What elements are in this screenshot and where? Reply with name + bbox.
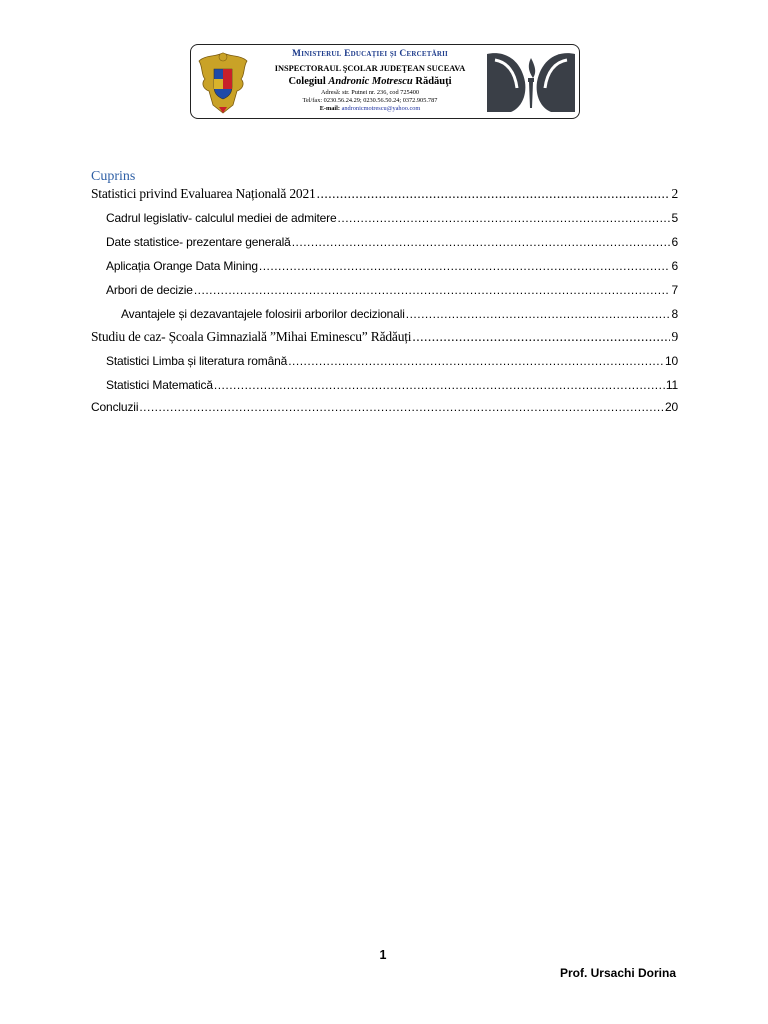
toc-entry[interactable] [106,378,678,396]
email-address: andronicmotrescu@yahoo.com [341,104,421,112]
college-person-name: Andronic Motrescu [328,76,413,88]
ministry-name: Ministerul Educației și Cercetării [292,49,448,59]
toc-title: Cuprins [91,169,136,184]
toc-page-number: 10 [664,354,678,368]
toc-entry[interactable] [91,329,678,347]
toc-entry-text: Concluzii [91,400,139,414]
college-prefix: Colegiul [288,76,326,88]
college-email [255,105,485,112]
college-torch-logo-icon [485,48,577,114]
toc-entry-text: Aplicația Orange Data Mining [106,259,258,273]
toc-leader-dots [412,329,670,345]
toc-page-number: 20 [664,400,678,414]
page-number: 1 [379,948,387,962]
toc-page-number: 5 [671,211,678,225]
toc-entry[interactable] [106,259,678,277]
toc-entry[interactable] [106,211,678,229]
toc-page-number: 2 [671,186,678,201]
letterhead [190,44,580,119]
toc-leader-dots [259,259,671,273]
toc-leader-dots [214,378,665,392]
toc-entry-text: Statistici Matematică [106,378,213,392]
toc-entry-text: Avantajele și dezavantajele folosirii arborilor decizionali [121,307,405,321]
toc-entry[interactable] [106,235,678,253]
toc-entry-text: Date statistice- prezentare generală [106,235,291,249]
toc-page-number: 8 [671,307,678,321]
toc-leader-dots [317,186,671,202]
toc-entry[interactable] [91,400,678,418]
toc-page-number: 6 [671,259,678,273]
toc-entry[interactable] [121,307,678,325]
college-city: Rădăuţi [415,76,452,88]
toc-page-number: 7 [671,283,678,297]
inspectorate-name: INSPECTORAUL ŞCOLAR JUDEŢEAN SUCEAVA [274,63,466,73]
toc-page-number: 9 [671,329,678,344]
toc-entry-text: Statistici privind Evaluarea Națională 2021 [91,186,316,201]
toc-leader-dots [288,354,664,368]
toc-entry[interactable] [106,283,678,301]
toc-page-number: 6 [671,235,678,249]
toc-entry[interactable] [106,354,678,372]
toc-entry-text: Cadrul legislativ- calculul mediei de admitere [106,211,337,225]
toc-leader-dots [338,211,671,225]
toc-leader-dots [292,235,671,249]
toc-entry[interactable] [91,186,678,204]
toc-entry-text: Arbori de decizie [106,283,193,297]
coat-of-arms-icon [195,47,251,117]
toc-leader-dots [406,307,671,321]
email-label: E-mail: [319,104,340,112]
letterhead-text [255,47,485,112]
toc-entry-text: Statistici Limba și literatura română [106,354,288,368]
toc-leader-dots [194,283,671,297]
author-name: Prof. Ursachi Dorina [559,966,676,980]
toc-entry-text: Studiu de caz- Școala Gimnazială ”Mihai Eminescu” Rădăuți [91,329,412,344]
college-name [255,76,485,88]
college-address: Adresă: str. Putnei nr. 236, cod 725400 [320,88,420,96]
toc-leader-dots [139,400,664,414]
college-phones: Tel/fax: 0230.56.24.29; 0230.56.50.24; 0372.905.787 [302,96,438,104]
toc-page-number: 11 [665,378,678,392]
